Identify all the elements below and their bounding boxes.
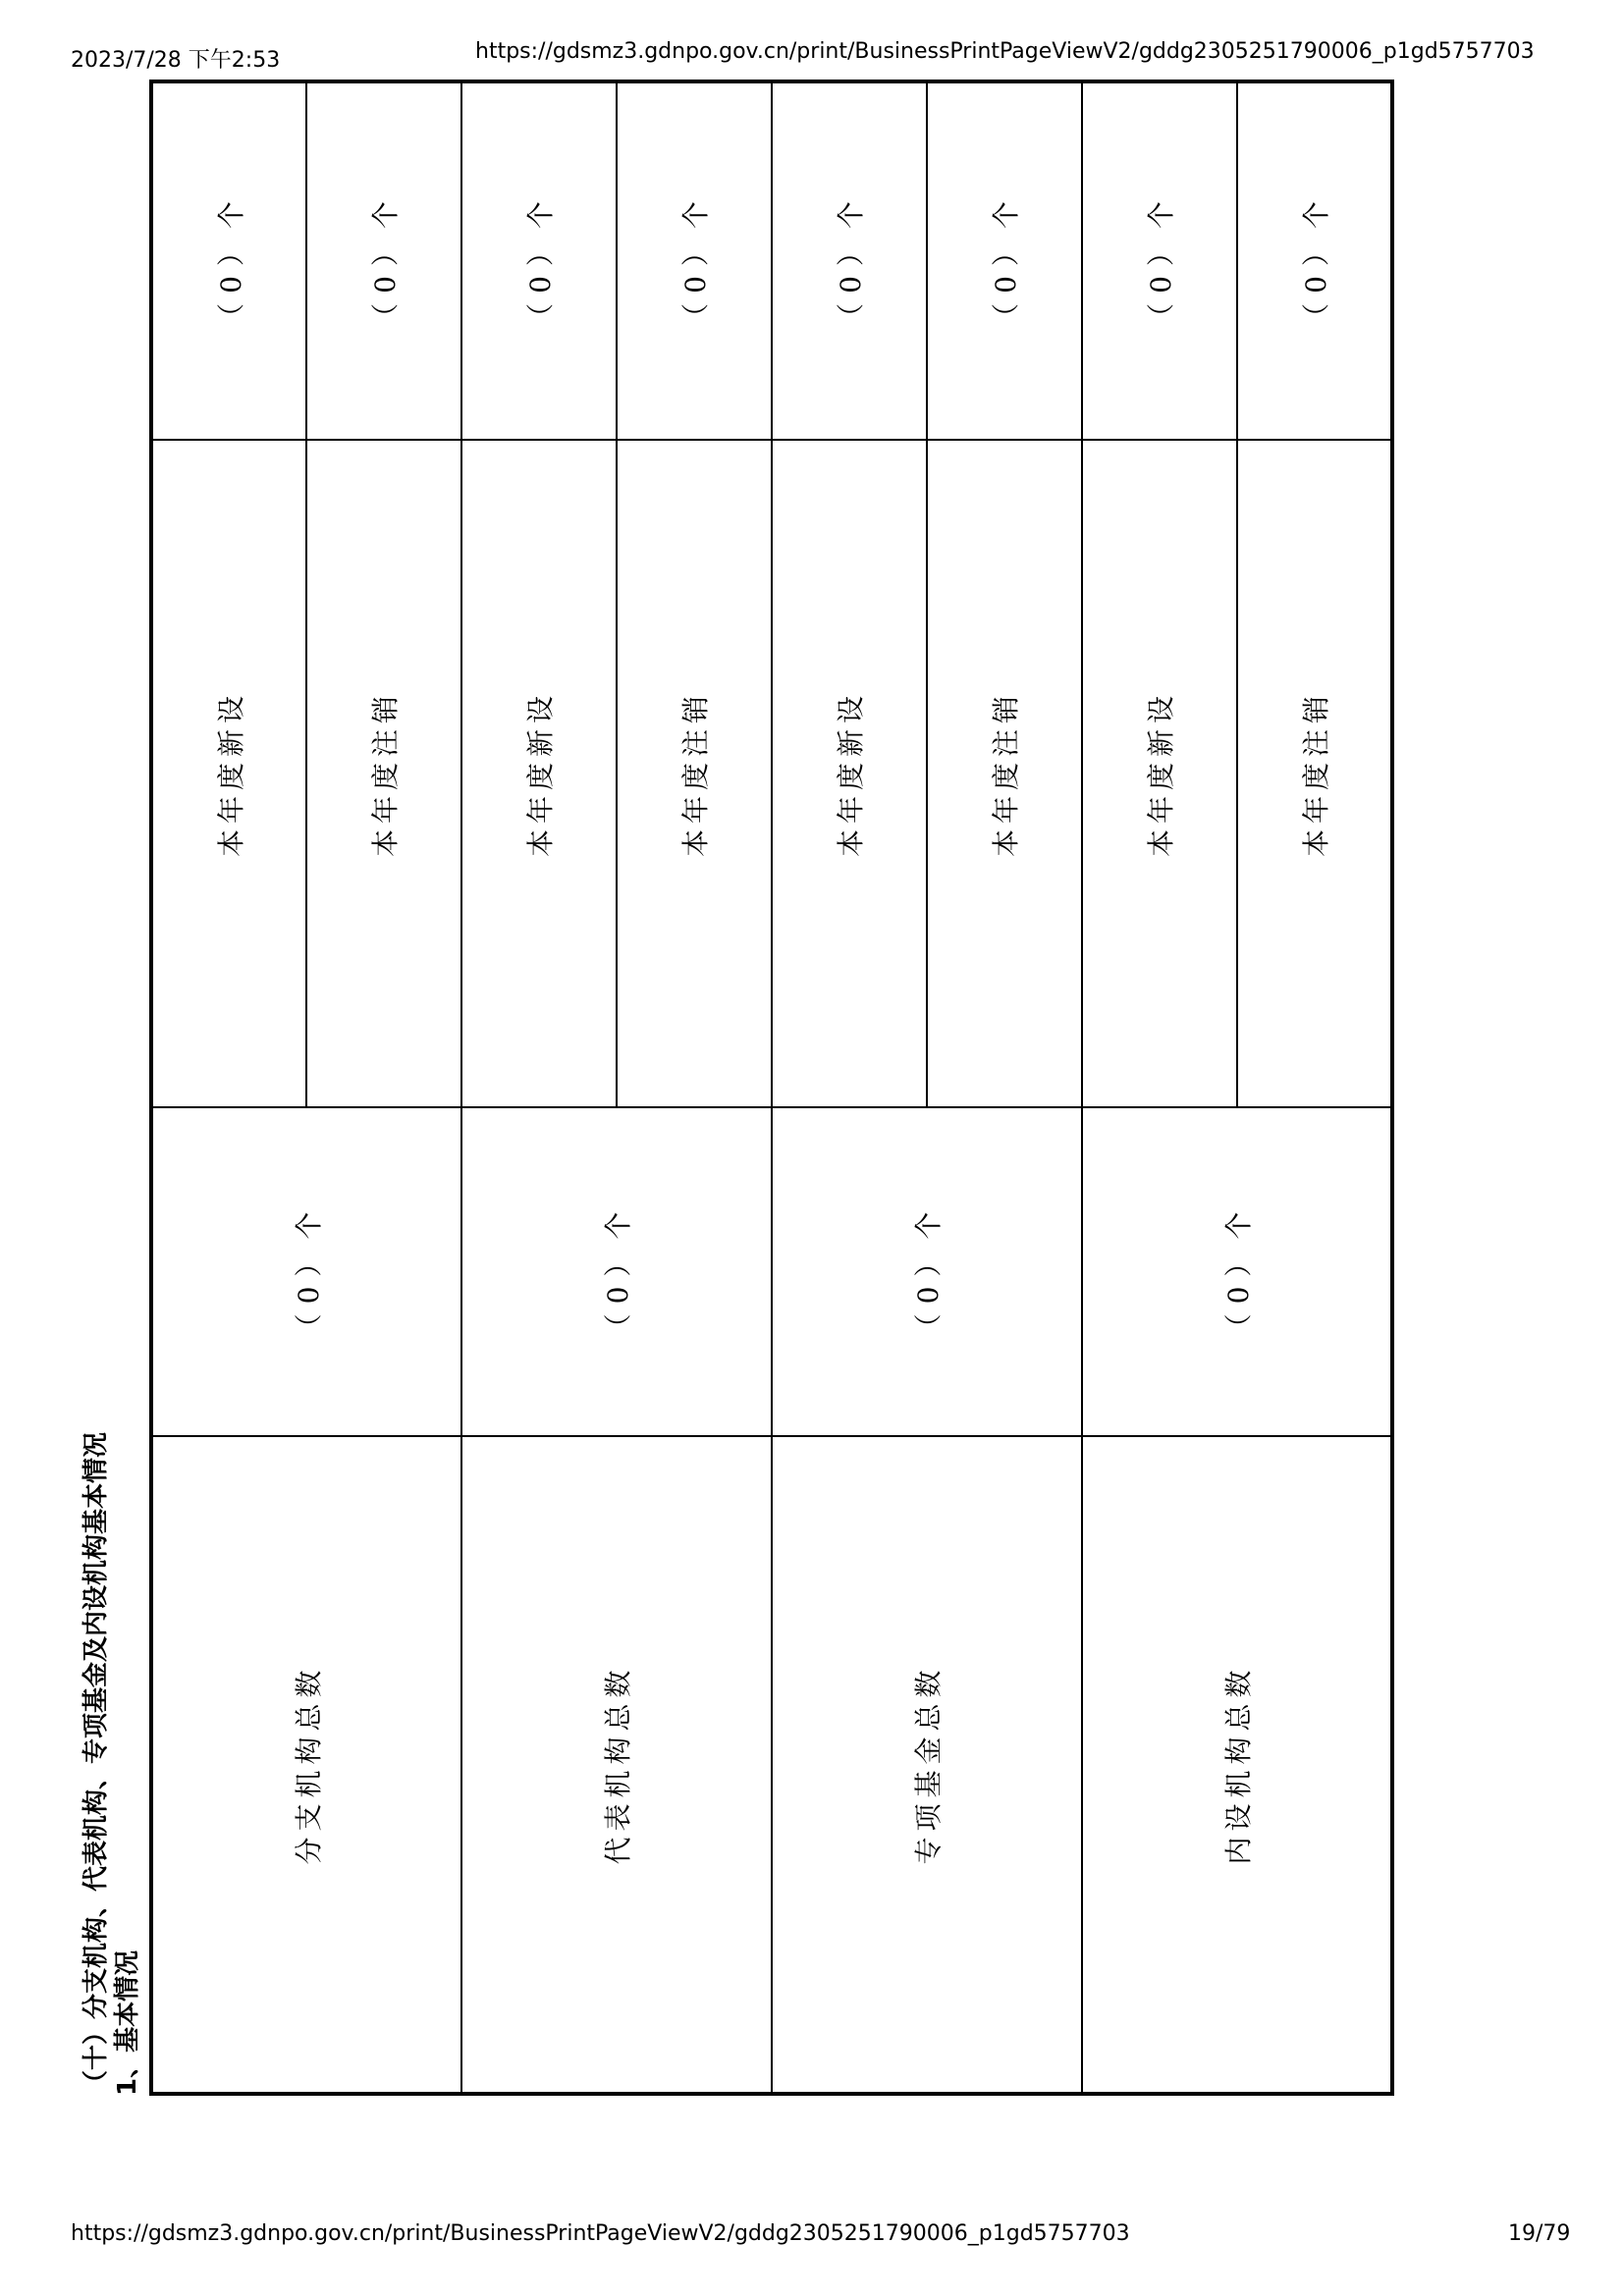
table-row xyxy=(772,81,927,2094)
row-label: 内设机构总数 xyxy=(1082,1436,1392,2094)
new-label: 本年度新设 xyxy=(461,440,617,1107)
new-label: 本年度新设 xyxy=(1082,440,1237,1107)
new-count: （0）个 xyxy=(772,81,927,440)
total-count: （0）个 xyxy=(772,1107,1082,1436)
cancel-label: 本年度注销 xyxy=(1237,440,1392,1107)
row-label: 分支机构总数 xyxy=(151,1436,461,2094)
cancel-label: 本年度注销 xyxy=(617,440,772,1107)
print-header-url: https://gdsmz3.gdnpo.gov.cn/print/BusinessPrintPageViewV2/gddg2305251790006_p1gd5757703 xyxy=(475,39,1535,64)
total-count: （0）个 xyxy=(151,1107,461,1436)
section-subtitle: 1、基本情况 xyxy=(113,1949,142,2096)
new-label: 本年度新设 xyxy=(772,440,927,1107)
new-label: 本年度新设 xyxy=(151,440,306,1107)
print-footer-url: https://gdsmz3.gdnpo.gov.cn/print/BusinessPrintPageViewV2/gddg2305251790006_p1gd5757703 xyxy=(71,2221,1130,2246)
print-datetime: 2023/7/28 下午2:53 xyxy=(71,48,281,73)
cancel-count: （0）个 xyxy=(927,81,1082,440)
cancel-count: （0）个 xyxy=(306,81,461,440)
page-number: 19/79 xyxy=(1508,2221,1571,2246)
cancel-count: （0）个 xyxy=(1237,81,1392,440)
rotated-page-content xyxy=(81,83,1396,2096)
table-row xyxy=(461,81,617,2094)
new-count: （0）个 xyxy=(461,81,617,440)
new-count: （0）个 xyxy=(1082,81,1237,440)
section-title: （十）分支机构、代表机构、专项基金及内设机构基本情况 xyxy=(81,1431,111,2096)
cancel-label: 本年度注销 xyxy=(306,440,461,1107)
row-label: 专项基金总数 xyxy=(772,1436,1082,2094)
table-row xyxy=(151,81,306,2094)
institution-summary-table xyxy=(149,80,1394,2096)
table-row xyxy=(1082,81,1237,2094)
cancel-label: 本年度注销 xyxy=(927,440,1082,1107)
cancel-count: （0）个 xyxy=(617,81,772,440)
row-label: 代表机构总数 xyxy=(461,1436,772,2094)
new-count: （0）个 xyxy=(151,81,306,440)
total-count: （0）个 xyxy=(1082,1107,1392,1436)
total-count: （0）个 xyxy=(461,1107,772,1436)
